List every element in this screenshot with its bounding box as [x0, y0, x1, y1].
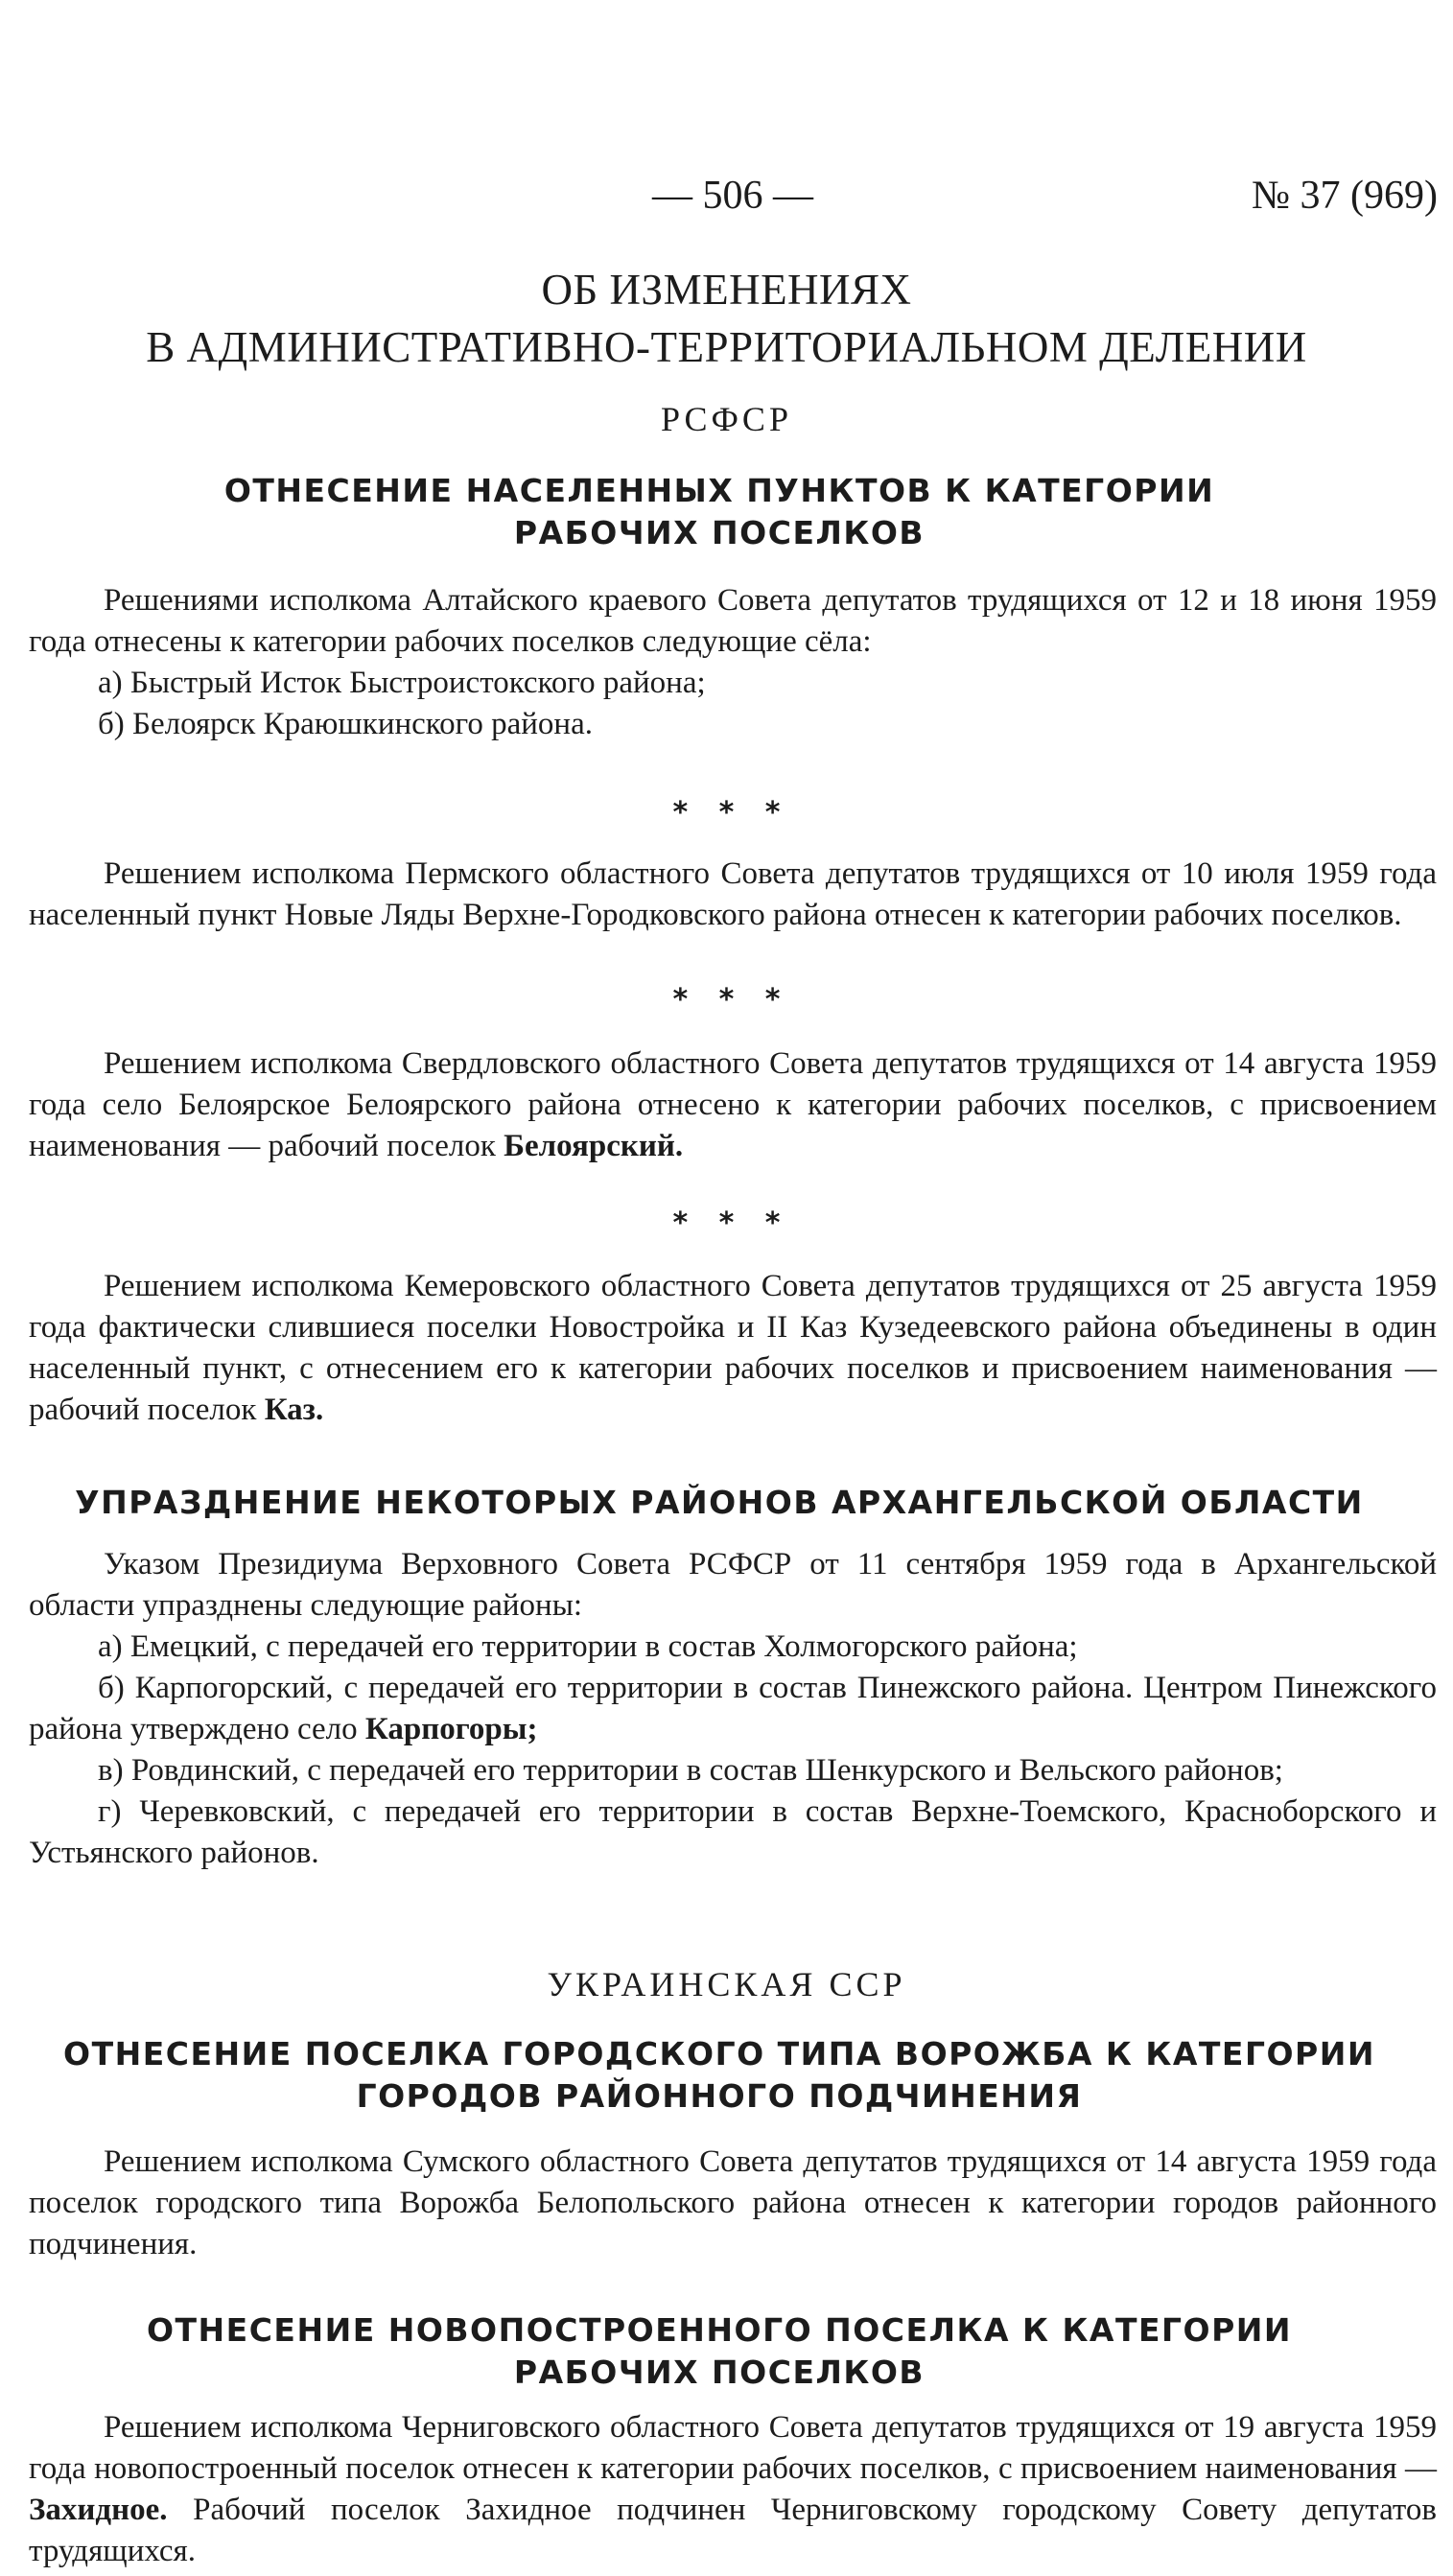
heading-new-settlement — [29, 2309, 1410, 2394]
paragraph-text-main: Решением исполкома Свердловского областного Совета депутатов трудящихся от 14 августа 1959 года село Белоярское Белоярского района отнесено к категории рабочих поселков, с присвоением наименования — рабочий поселок — [29, 1046, 1437, 1163]
heading-line-1: ОТНЕСЕНИЕ ПОСЕЛКА ГОРОДСКОГО ТИПА ВОРОЖБА К КАТЕГОРИИ — [63, 2035, 1375, 2073]
paragraph-text: Решением исполкома Пермского областного Совета депутатов трудящихся от 10 июля 1959 года населенный пункт Новые Ляды Верхне-Городковского района отнесен к категории рабочих поселков. — [29, 856, 1437, 932]
paragraph-altai — [29, 580, 1437, 745]
list-item-d: г) Черевковский, с передачей его территории в состав Верхне-Тоемского, Красноборского и Устьянского районов. — [29, 1794, 1437, 1870]
settlement-name: Белоярский. — [504, 1129, 684, 1163]
heading-line-1: ОТНЕСЕНИЕ НОВОПОСТРОЕННОГО ПОСЕЛКА К КАТЕГОРИИ — [146, 2311, 1293, 2349]
paragraph-perm — [29, 854, 1437, 936]
heading-line-1: ОТНЕСЕНИЕ НАСЕЛЕННЫХ ПУНКТОВ К КАТЕГОРИИ — [223, 472, 1215, 509]
title-line-2: В АДМИНИСТРАТИВНО-ТЕРРИТОРИАЛЬНОМ ДЕЛЕНИИ — [146, 323, 1307, 371]
paragraph-chernigov — [29, 2407, 1437, 2572]
list-item-b — [29, 1668, 1437, 1750]
separator-stars: * * * — [672, 796, 781, 830]
settlement-name: Карпогоры; — [364, 1712, 538, 1746]
paragraph-text: Решением исполкома Сумского областного Совета депутатов трудящихся от 14 августа 1959 года поселок городского типа Ворожба Белопольского района отнесен к категории городов районного подчинения. — [29, 2144, 1437, 2261]
heading-arkhangelsk — [29, 1482, 1410, 1524]
paragraph-text — [29, 1266, 1437, 1431]
list-item-c: в) Ровдинский, с передачей его территории в состав Шенкурского и Вельского районов; — [98, 1753, 1283, 1788]
paragraph-text — [29, 2407, 1437, 2572]
paragraph-text-main: Решением исполкома Кемеровского областного Совета депутатов трудящихся от 25 августа 1959 года фактически слившиеся поселки Новостройка и II Каз Кузедеевского района объединены в один населенный пункт, с отнесением его к категории рабочих поселков и присвоением наименования — рабочий поселок — [29, 1269, 1437, 1427]
paragraph-text-tail: Рабочий поселок Захидное подчинен Черниговскому городскому Совету депутатов трудящихся. — [29, 2493, 1437, 2568]
title-line-1: ОБ ИЗМЕНЕНИЯХ — [541, 266, 912, 314]
paragraph-text: Решениями исполкома Алтайского краевого Совета депутатов трудящихся от 12 и 18 июня 1959 года отнесены к категории рабочих поселков следующие сёла: — [29, 583, 1437, 659]
heading-vorozhba — [29, 2033, 1410, 2118]
paragraph-text-main: Решением исполкома Черниговского областного Совета депутатов трудящихся от 19 августа 1959 года новопостроенный поселок отнесен к категории рабочих поселков, с присвоением наименования — — [29, 2410, 1437, 2486]
settlement-name: Захидное. — [29, 2493, 168, 2527]
settlement-name: Каз. — [264, 1393, 324, 1427]
issue-number: № 37 (969) — [1251, 174, 1438, 218]
heading-workers-settlements — [29, 470, 1410, 554]
paragraph-arkhangelsk — [29, 1544, 1437, 1874]
list-item-b: б) Белоярск Краюшкинского района. — [98, 707, 593, 741]
section-label-rsfsr: РСФСР — [661, 400, 792, 438]
paragraph-text — [29, 1043, 1437, 1167]
heading-line-2: ГОРОДОВ РАЙОННОГО ПОДЧИНЕНИЯ — [356, 2077, 1083, 2115]
heading-line-1: УПРАЗДНЕНИЕ НЕКОТОРЫХ РАЙОНОВ АРХАНГЕЛЬСКОЙ ОБЛАСТИ — [75, 1484, 1364, 1521]
paragraph-kemerovo — [29, 1266, 1437, 1431]
document-title — [0, 261, 1453, 376]
heading-line-2: РАБОЧИХ ПОСЕЛКОВ — [513, 514, 926, 551]
list-item-a: а) Емецкий, с передачей его территории в состав Холмогорского района; — [98, 1629, 1078, 1664]
list-item-text: б) Карпогорский, с передачей его территории в состав Пинежского района. Центром Пинежского района утверждено село — [29, 1671, 1437, 1746]
list-item-a: а) Быстрый Исток Быстроистокского района; — [98, 666, 706, 700]
section-label-ukraine: УКРАИНСКАЯ ССР — [547, 1965, 906, 2003]
separator-stars: * * * — [672, 1206, 781, 1240]
page-number: — 506 — — [652, 174, 813, 218]
paragraph-sverdlovsk — [29, 1043, 1437, 1167]
separator-stars: * * * — [672, 983, 781, 1017]
heading-line-2: РАБОЧИХ ПОСЕЛКОВ — [513, 2354, 926, 2391]
paragraph-sumy — [29, 2142, 1437, 2265]
paragraph-text: Указом Президиума Верховного Совета РСФСР от 11 сентября 1959 года в Архангельской области упразднены следующие районы: — [29, 1547, 1437, 1623]
